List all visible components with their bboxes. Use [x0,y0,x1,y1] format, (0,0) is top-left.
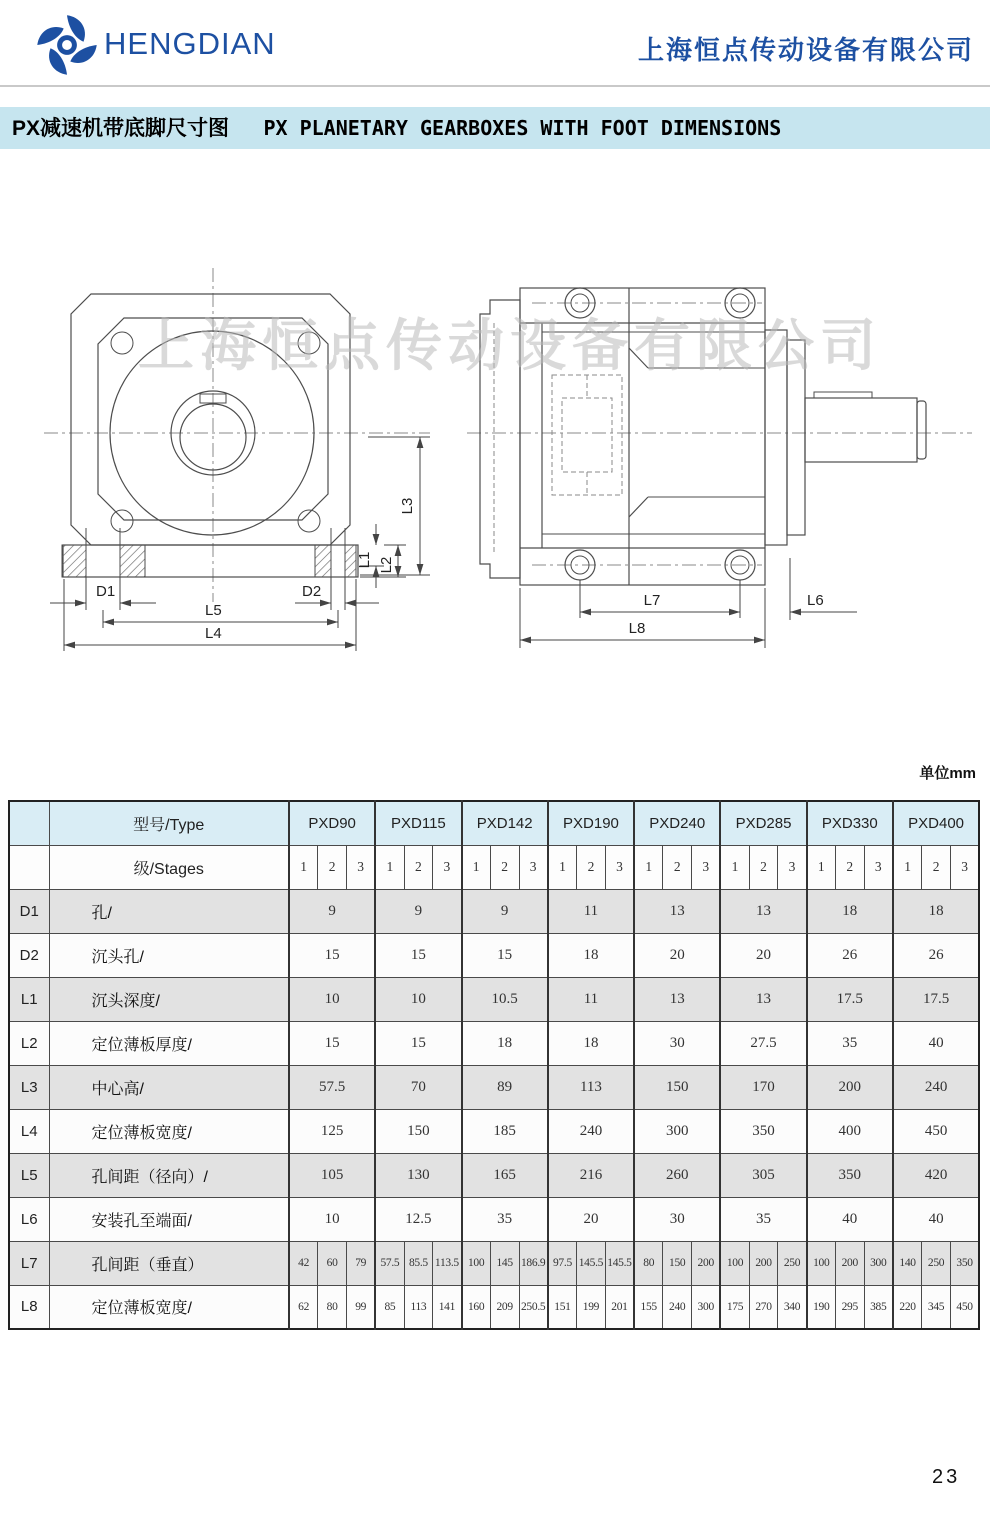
value-cell: 26 [807,933,893,977]
value-cell: 11 [548,977,634,1021]
value-cell: 85.5 [404,1241,433,1285]
value-cell: 240 [893,1065,979,1109]
stage-cell: 3 [605,845,634,889]
table-row [9,1109,979,1153]
value-cell: 15 [289,1021,375,1065]
value-cell: 170 [720,1065,806,1109]
model-header: PXD115 [375,801,461,845]
stage-cell: 2 [663,845,692,889]
value-cell: 150 [663,1241,692,1285]
table-body [9,889,979,1329]
stage-cell: 3 [692,845,721,889]
stages-header: 级/Stages [49,845,289,889]
value-cell: 9 [462,889,548,933]
value-cell: 17.5 [893,977,979,1021]
value-cell: 13 [634,889,720,933]
logo-wordmark: HENGDIAN [104,26,276,61]
value-cell: 155 [634,1285,663,1329]
value-cell: 200 [835,1241,864,1285]
dim-label-l3: L3 [399,497,416,515]
section-title-en: PX PLANETARY GEARBOXES WITH FOOT DIMENSIONS [263,116,782,140]
value-cell: 18 [548,933,634,977]
row-label: 沉头孔/ [49,933,289,977]
value-cell: 9 [289,889,375,933]
section-title-cn: PX减速机带底脚尺寸图 [12,117,230,140]
value-cell: 13 [720,889,806,933]
value-cell: 201 [605,1285,634,1329]
value-cell: 145.5 [605,1241,634,1285]
value-cell: 15 [462,933,548,977]
value-cell: 250 [922,1241,951,1285]
row-label: 定位薄板宽度/ [49,1109,289,1153]
stage-cell: 3 [347,845,376,889]
section-title-bar [0,107,990,149]
value-cell: 270 [749,1285,778,1329]
value-cell: 150 [375,1109,461,1153]
value-cell: 100 [807,1241,836,1285]
dim-label-l5: L5 [205,602,222,619]
value-cell: 18 [462,1021,548,1065]
value-cell: 20 [634,933,720,977]
model-header: PXD330 [807,801,893,845]
value-cell: 80 [318,1285,347,1329]
value-cell: 185 [462,1109,548,1153]
type-header: 型号/Type [49,801,289,845]
table-row [9,889,979,933]
row-code: L6 [9,1197,49,1241]
value-cell: 30 [634,1021,720,1065]
table-row [9,1241,979,1285]
table-row [9,977,979,1021]
side-view-drawing [462,258,982,660]
value-cell: 250.5 [519,1285,548,1329]
value-cell: 10 [289,1197,375,1241]
model-header: PXD190 [548,801,634,845]
front-view-drawing [38,258,468,660]
value-cell: 20 [720,933,806,977]
value-cell: 165 [462,1153,548,1197]
value-cell: 17.5 [807,977,893,1021]
value-cell: 100 [720,1241,749,1285]
table-row [9,1285,979,1329]
value-cell: 199 [577,1285,606,1329]
value-cell: 40 [893,1197,979,1241]
stage-cell: 2 [404,845,433,889]
stage-cell: 2 [835,845,864,889]
value-cell: 40 [807,1197,893,1241]
value-cell: 350 [807,1153,893,1197]
value-cell: 18 [548,1021,634,1065]
value-cell: 97.5 [548,1241,577,1285]
value-cell: 250 [778,1241,807,1285]
table-row [9,1021,979,1065]
stage-cell: 1 [289,845,318,889]
value-cell: 13 [720,977,806,1021]
value-cell: 10.5 [462,977,548,1021]
header-row [9,801,979,845]
value-cell: 10 [289,977,375,1021]
value-cell: 9 [375,889,461,933]
value-cell: 151 [548,1285,577,1329]
value-cell: 12.5 [375,1197,461,1241]
value-cell: 145.5 [577,1241,606,1285]
value-cell: 240 [663,1285,692,1329]
row-code: D1 [9,889,49,933]
page-number: 23 [932,1466,961,1488]
drawing-area [0,250,990,680]
dim-label-d1: D1 [96,583,116,600]
row-label: 定位薄板厚度/ [49,1021,289,1065]
value-cell: 113.5 [433,1241,462,1285]
watermark-text: 上海恒点传动设备有限公司 [138,316,882,378]
value-cell: 62 [289,1285,318,1329]
row-label: 中心高/ [49,1065,289,1109]
row-label: 孔间距（垂直） [49,1241,289,1285]
value-cell: 340 [778,1285,807,1329]
stage-cell: 2 [577,845,606,889]
value-cell: 300 [692,1285,721,1329]
table-head [9,801,979,889]
value-cell: 70 [375,1065,461,1109]
value-cell: 300 [634,1109,720,1153]
value-cell: 15 [375,933,461,977]
dim-label-d2: D2 [302,583,322,600]
stage-cell: 3 [950,845,979,889]
stage-cell: 3 [433,845,462,889]
row-label: 孔间距（径向）/ [49,1153,289,1197]
value-cell: 150 [634,1065,720,1109]
stage-cell: 1 [634,845,663,889]
dim-label-l8: L8 [628,620,646,637]
value-cell: 40 [893,1021,979,1065]
value-cell: 11 [548,889,634,933]
value-cell: 295 [835,1285,864,1329]
company-name: 上海恒点传动设备有限公司 [637,36,974,65]
value-cell: 20 [548,1197,634,1241]
stages-row [9,845,979,889]
stage-cell: 2 [490,845,519,889]
row-code: L8 [9,1285,49,1329]
value-cell: 60 [318,1241,347,1285]
value-cell: 80 [634,1241,663,1285]
value-cell: 130 [375,1153,461,1197]
value-cell: 160 [462,1285,491,1329]
dim-label-l2: L2 [378,556,395,574]
dimensions-table [8,800,980,1330]
value-cell: 240 [548,1109,634,1153]
stage-cell: 1 [548,845,577,889]
value-cell: 450 [893,1109,979,1153]
stage-cell: 2 [318,845,347,889]
value-cell: 305 [720,1153,806,1197]
stage-cell: 3 [864,845,893,889]
header-divider [0,85,990,87]
value-cell: 220 [893,1285,922,1329]
stage-cell: 1 [893,845,922,889]
stage-cell: 2 [749,845,778,889]
value-cell: 209 [490,1285,519,1329]
value-cell: 300 [864,1241,893,1285]
value-cell: 18 [807,889,893,933]
value-cell: 350 [720,1109,806,1153]
value-cell: 79 [347,1241,376,1285]
value-cell: 100 [462,1241,491,1285]
model-header: PXD400 [893,801,979,845]
row-code: D2 [9,933,49,977]
value-cell: 450 [950,1285,979,1329]
value-cell: 57.5 [375,1241,404,1285]
table-row [9,1065,979,1109]
value-cell: 113 [404,1285,433,1329]
stage-cell: 2 [922,845,951,889]
value-cell: 27.5 [720,1021,806,1065]
value-cell: 10 [375,977,461,1021]
unit-label: 单位mm [919,765,976,782]
stage-cell: 1 [462,845,491,889]
value-cell: 35 [807,1021,893,1065]
value-cell: 35 [720,1197,806,1241]
row-code: L7 [9,1241,49,1285]
corner-cell [9,845,49,889]
dim-label-l6: L6 [807,592,824,609]
model-header: PXD240 [634,801,720,845]
stage-cell: 1 [375,845,404,889]
table-row [9,933,979,977]
value-cell: 113 [548,1065,634,1109]
row-label: 安装孔至端面/ [49,1197,289,1241]
value-cell: 141 [433,1285,462,1329]
value-cell: 89 [462,1065,548,1109]
value-cell: 345 [922,1285,951,1329]
value-cell: 216 [548,1153,634,1197]
hengdian-logo-icon [34,12,100,78]
value-cell: 145 [490,1241,519,1285]
value-cell: 15 [289,933,375,977]
dim-label-l1: L1 [356,551,373,569]
value-cell: 42 [289,1241,318,1285]
value-cell: 200 [807,1065,893,1109]
table-row [9,1153,979,1197]
row-label: 定位薄板宽度/ [49,1285,289,1329]
row-code: L1 [9,977,49,1021]
page-header [0,0,990,86]
value-cell: 85 [375,1285,404,1329]
value-cell: 420 [893,1153,979,1197]
value-cell: 175 [720,1285,749,1329]
value-cell: 15 [375,1021,461,1065]
value-cell: 99 [347,1285,376,1329]
row-code: L5 [9,1153,49,1197]
model-header: PXD285 [720,801,806,845]
value-cell: 385 [864,1285,893,1329]
dim-label-l7: L7 [643,592,661,609]
value-cell: 13 [634,977,720,1021]
value-cell: 105 [289,1153,375,1197]
value-cell: 35 [462,1197,548,1241]
model-header: PXD142 [462,801,548,845]
value-cell: 260 [634,1153,720,1197]
model-header: PXD90 [289,801,375,845]
stage-cell: 3 [519,845,548,889]
value-cell: 350 [950,1241,979,1285]
value-cell: 186.9 [519,1241,548,1285]
value-cell: 57.5 [289,1065,375,1109]
value-cell: 190 [807,1285,836,1329]
row-code: L4 [9,1109,49,1153]
stage-cell: 3 [778,845,807,889]
row-label: 孔/ [49,889,289,933]
value-cell: 200 [749,1241,778,1285]
value-cell: 140 [893,1241,922,1285]
value-cell: 200 [692,1241,721,1285]
value-cell: 18 [893,889,979,933]
value-cell: 400 [807,1109,893,1153]
table-row [9,1197,979,1241]
row-code: L2 [9,1021,49,1065]
corner-cell [9,801,49,845]
dim-label-l4: L4 [205,625,222,642]
value-cell: 30 [634,1197,720,1241]
stage-cell: 1 [807,845,836,889]
value-cell: 26 [893,933,979,977]
row-code: L3 [9,1065,49,1109]
stage-cell: 1 [720,845,749,889]
row-label: 沉头深度/ [49,977,289,1021]
value-cell: 125 [289,1109,375,1153]
